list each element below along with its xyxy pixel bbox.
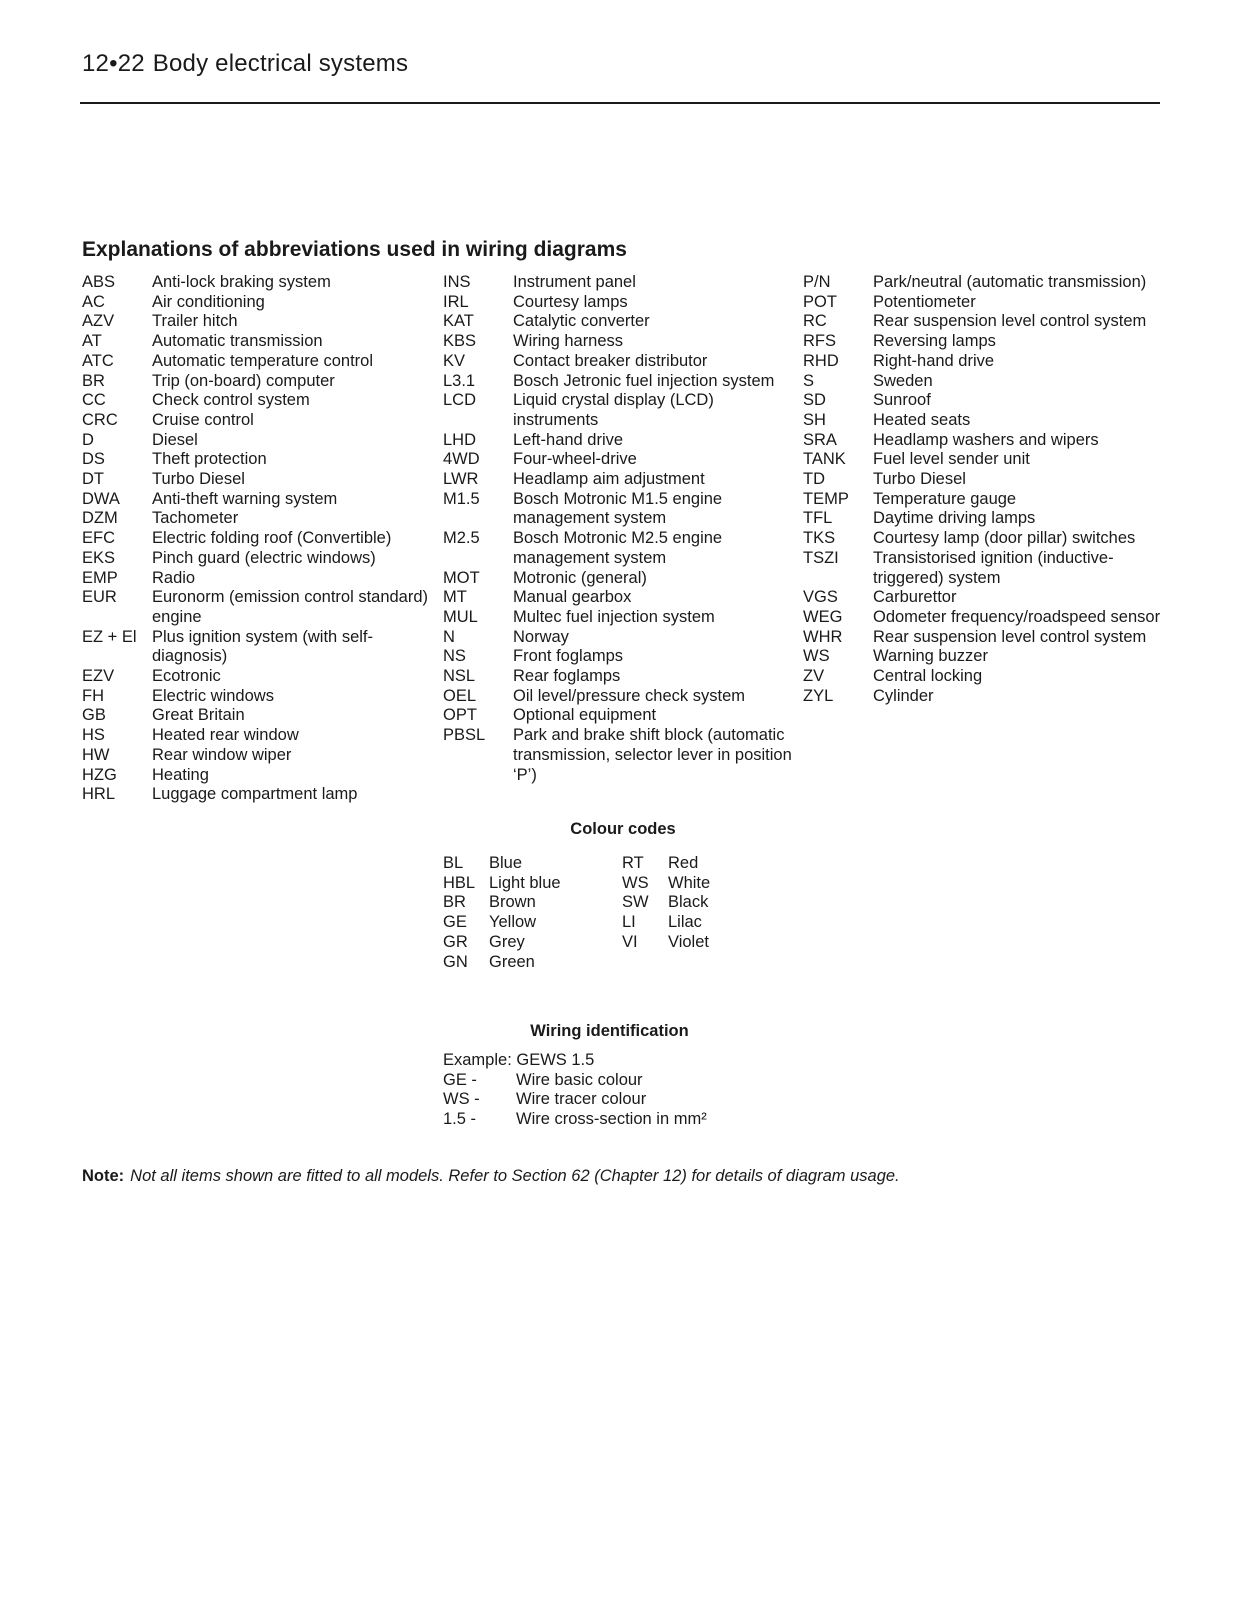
- abbr-code: WEG: [803, 607, 843, 626]
- abbr-code: N: [443, 627, 455, 646]
- colour-code: WS: [622, 873, 649, 892]
- abbr-code: KBS: [443, 332, 477, 351]
- abbr-desc: Sweden: [873, 371, 933, 390]
- abbr-entry: [803, 372, 1163, 392]
- abbr-desc: Optional equipment: [513, 706, 657, 725]
- abbr-code: LCD: [443, 391, 477, 410]
- abbr-entry: [82, 431, 437, 451]
- abbr-entry: [803, 687, 1163, 707]
- abbr-code: M2.5: [443, 529, 480, 548]
- abbr-entry: [443, 628, 793, 648]
- wiring-desc: Wire tracer colour: [516, 1090, 647, 1109]
- abbr-desc: Electric windows: [152, 686, 274, 705]
- abbr-code: TKS: [803, 529, 836, 548]
- abbr-code: ZYL: [803, 686, 834, 705]
- abbr-entry: [443, 647, 793, 667]
- note-label: Note:: [82, 1167, 125, 1185]
- abbr-entry: [82, 667, 437, 687]
- colour-code-row: [443, 953, 613, 973]
- abbr-entry: [82, 509, 437, 529]
- abbr-entry: [82, 628, 437, 667]
- abbr-desc: Electric folding roof (Convertible): [152, 529, 392, 548]
- abbr-desc: Courtesy lamp (door pillar) switches: [873, 529, 1136, 548]
- abbr-desc: Diesel: [152, 430, 198, 449]
- abbr-entry: [82, 588, 437, 627]
- abbr-entry: [443, 372, 793, 392]
- abbr-desc: Carburettor: [873, 588, 957, 607]
- abbr-code: EMP: [82, 568, 118, 587]
- colour-code: LI: [622, 913, 636, 932]
- abbr-desc: Catalytic converter: [513, 312, 650, 331]
- abbr-code: HZG: [82, 765, 117, 784]
- abbr-desc: Norway: [513, 627, 569, 646]
- abbr-entry: [82, 332, 437, 352]
- abbr-code: RC: [803, 312, 827, 331]
- wiring-code: GE -: [443, 1070, 477, 1089]
- abbr-code: RFS: [803, 332, 836, 351]
- abbr-code: SRA: [803, 430, 837, 449]
- abbr-code: DWA: [82, 489, 120, 508]
- colour-name: Yellow: [489, 913, 537, 932]
- abbr-desc: Park/neutral (automatic transmission): [873, 273, 1147, 291]
- abbr-code: EFC: [82, 529, 115, 548]
- abbr-code: EZ + El: [82, 627, 137, 646]
- abbr-desc: Check control system: [152, 391, 310, 410]
- abbr-code: WS: [803, 647, 830, 666]
- footnote: [82, 1167, 900, 1186]
- abbr-desc: Great Britain: [152, 706, 245, 725]
- abbr-code: DT: [82, 470, 104, 489]
- abbr-entry: [443, 312, 793, 332]
- abbr-entry: [443, 273, 793, 293]
- abbr-entry: [82, 706, 437, 726]
- abbr-desc: Manual gearbox: [513, 588, 632, 607]
- abbr-entry: [443, 706, 793, 726]
- abbr-code: ZV: [803, 667, 825, 686]
- abbr-desc: Pinch guard (electric windows): [152, 548, 376, 567]
- colour-code-row: [443, 933, 613, 953]
- abbr-code: VGS: [803, 588, 838, 607]
- abbr-entry: [803, 529, 1163, 549]
- abbr-desc: Automatic transmission: [152, 332, 323, 351]
- abbr-entry: [803, 490, 1163, 510]
- wiring-row: [443, 1090, 707, 1110]
- abbreviation-column-1: [82, 273, 437, 805]
- abbr-entry: [443, 726, 793, 785]
- abbr-code: WHR: [803, 627, 843, 646]
- colour-code-row: [622, 874, 792, 894]
- section-title: Explanations of abbreviations used in wiring diagrams: [82, 238, 627, 261]
- abbr-code: DS: [82, 450, 105, 469]
- abbr-desc: Turbo Diesel: [873, 470, 966, 489]
- abbr-desc: Potentiometer: [873, 292, 976, 311]
- colour-code: VI: [622, 932, 638, 951]
- abbr-code: RHD: [803, 351, 839, 370]
- abbr-desc: Plus ignition system (with self-diagnosis): [152, 627, 373, 666]
- abbr-desc: Automatic temperature control: [152, 351, 374, 370]
- abbr-entry: [82, 746, 437, 766]
- abbr-entry: [443, 332, 793, 352]
- abbr-entry: [443, 293, 793, 313]
- abbr-entry: [82, 372, 437, 392]
- abbr-entry: [82, 273, 437, 293]
- colour-name: Red: [668, 854, 699, 872]
- wiring-code: WS -: [443, 1090, 480, 1109]
- abbr-entry: [82, 312, 437, 332]
- abbr-desc: Luggage compartment lamp: [152, 785, 358, 804]
- abbr-code: NS: [443, 647, 466, 666]
- colour-code-row: [443, 913, 613, 933]
- abbr-code: AC: [82, 292, 105, 311]
- abbr-entry: [803, 312, 1163, 332]
- abbr-entry: [443, 431, 793, 451]
- abbr-code: CC: [82, 391, 106, 410]
- abbr-entry: [803, 667, 1163, 687]
- abbr-desc: Air conditioning: [152, 292, 265, 311]
- abbr-desc: Heated rear window: [152, 726, 299, 745]
- abbr-code: SD: [803, 391, 826, 410]
- abbr-entry: [443, 667, 793, 687]
- wiring-desc: Wire cross-section in mm²: [516, 1110, 707, 1129]
- abbr-desc: Rear suspension level control system: [873, 627, 1147, 646]
- abbr-entry: [803, 411, 1163, 431]
- abbr-code: LHD: [443, 430, 477, 449]
- colour-code: HBL: [443, 873, 476, 892]
- abbr-code: HS: [82, 726, 105, 745]
- colour-name: Black: [668, 893, 709, 912]
- abbr-entry: [443, 391, 793, 430]
- abbr-entry: [82, 450, 437, 470]
- abbr-desc: Park and brake shift block (automatic transmission, selector lever in position ‘P’): [513, 726, 792, 784]
- abbr-entry: [803, 293, 1163, 313]
- abbr-entry: [803, 470, 1163, 490]
- abbr-entry: [443, 490, 793, 529]
- abbr-entry: [443, 470, 793, 490]
- abbr-code: PBSL: [443, 726, 486, 745]
- abbr-entry: [803, 608, 1163, 628]
- abbr-code: TANK: [803, 450, 846, 469]
- abbr-code: ABS: [82, 273, 116, 291]
- colour-code-row: [443, 854, 613, 874]
- abbr-entry: [803, 450, 1163, 470]
- colour-name: Brown: [489, 893, 536, 912]
- colour-codes-right: [622, 854, 792, 953]
- abbr-desc: Temperature gauge: [873, 489, 1017, 508]
- colour-code: BR: [443, 893, 466, 912]
- colour-code: BL: [443, 854, 464, 872]
- abbr-entry: [803, 391, 1163, 411]
- abbreviation-column-2: [443, 273, 793, 785]
- abbr-desc: Right-hand drive: [873, 351, 995, 370]
- abbr-code: HRL: [82, 785, 116, 804]
- abbr-code: MOT: [443, 568, 480, 587]
- abbr-desc: Oil level/pressure check system: [513, 686, 745, 705]
- abbr-entry: [803, 628, 1163, 648]
- abbr-desc: Front foglamps: [513, 647, 624, 666]
- abbr-code: TSZI: [803, 548, 839, 567]
- abbr-desc: Motronic (general): [513, 568, 647, 587]
- colour-code-row: [622, 933, 792, 953]
- colour-code: GN: [443, 952, 468, 971]
- abbr-code: S: [803, 371, 815, 390]
- abbr-entry: [82, 549, 437, 569]
- abbr-desc: Daytime driving lamps: [873, 509, 1036, 528]
- wiring-row: [443, 1110, 707, 1130]
- abbr-entry: [82, 293, 437, 313]
- abbr-code: ATC: [82, 351, 114, 370]
- abbr-desc: Trip (on-board) computer: [152, 371, 335, 390]
- abbr-desc: Odometer frequency/roadspeed sensor: [873, 607, 1161, 626]
- colour-code-row: [622, 913, 792, 933]
- abbr-code: POT: [803, 292, 837, 311]
- abbr-entry: [82, 470, 437, 490]
- colour-name: Blue: [489, 854, 523, 872]
- abbr-desc: Transistorised ignition (inductive-triggered) system: [873, 548, 1114, 587]
- colour-name: Lilac: [668, 913, 702, 932]
- abbr-entry: [82, 411, 437, 431]
- abbr-desc: Trailer hitch: [152, 312, 238, 331]
- abbr-code: DZM: [82, 509, 118, 528]
- abbr-code: EKS: [82, 548, 116, 567]
- abbr-code: MUL: [443, 607, 478, 626]
- abbr-desc: Instrument panel: [513, 273, 636, 291]
- abbr-code: NSL: [443, 667, 476, 686]
- abbr-code: TD: [803, 470, 825, 489]
- abbr-desc: Multec fuel injection system: [513, 607, 715, 626]
- abbr-entry: [803, 273, 1163, 293]
- abbr-desc: Heated seats: [873, 410, 971, 429]
- abbr-entry: [82, 766, 437, 786]
- page-title: Body electrical systems: [152, 50, 409, 77]
- wiring-row: [443, 1071, 707, 1091]
- abbr-code: M1.5: [443, 489, 480, 508]
- abbr-desc: Central locking: [873, 667, 983, 686]
- abbr-code: TEMP: [803, 489, 849, 508]
- abbr-desc: Bosch Motronic M2.5 engine management system: [513, 529, 723, 567]
- abbr-code: HW: [82, 745, 110, 764]
- abbr-desc: Theft protection: [152, 450, 267, 469]
- colour-codes-title: Colour codes: [570, 820, 676, 838]
- page-number: 12•22: [82, 50, 145, 77]
- abbr-entry: [82, 726, 437, 746]
- abbr-code: KAT: [443, 312, 474, 331]
- abbr-desc: Left-hand drive: [513, 430, 624, 449]
- abbr-desc: Wiring harness: [513, 332, 624, 351]
- abbr-code: L3.1: [443, 371, 476, 390]
- note-text: Not all items shown are fitted to all models. Refer to Section 62 (Chapter 12) for details of diagram usage.: [130, 1167, 900, 1185]
- abbr-desc: Four-wheel-drive: [513, 450, 637, 469]
- abbr-desc: Reversing lamps: [873, 332, 996, 351]
- colour-name: White: [668, 873, 711, 892]
- abbr-entry: [803, 588, 1163, 608]
- abbr-code: AZV: [82, 312, 115, 331]
- abbr-desc: Sunroof: [873, 391, 931, 410]
- abbr-entry: [443, 529, 793, 568]
- abbr-code: AT: [82, 332, 102, 351]
- abbr-entry: [443, 608, 793, 628]
- colour-code: GE: [443, 913, 467, 932]
- abbr-code: D: [82, 430, 94, 449]
- abbr-code: OEL: [443, 686, 477, 705]
- abbr-entry: [443, 450, 793, 470]
- colour-code: SW: [622, 893, 649, 912]
- abbr-code: INS: [443, 273, 471, 291]
- abbr-entry: [82, 569, 437, 589]
- abbr-desc: Rear suspension level control system: [873, 312, 1147, 331]
- colour-code: RT: [622, 854, 644, 872]
- abbr-code: SH: [803, 410, 826, 429]
- abbr-code: 4WD: [443, 450, 480, 469]
- abbr-entry: [803, 509, 1163, 529]
- abbr-desc: Ecotronic: [152, 667, 221, 686]
- abbr-entry: [443, 352, 793, 372]
- abbreviation-column-3: [803, 273, 1163, 706]
- colour-code-row: [622, 854, 792, 874]
- abbr-desc: Liquid crystal display (LCD) instruments: [513, 391, 714, 429]
- abbr-desc: Bosch Motronic M1.5 engine management system: [513, 489, 723, 528]
- abbr-desc: Contact breaker distributor: [513, 351, 708, 370]
- abbr-entry: [443, 687, 793, 707]
- abbr-desc: Radio: [152, 568, 196, 587]
- page-header: [82, 50, 408, 78]
- abbr-entry: [82, 687, 437, 707]
- abbr-desc: Euronorm (emission control standard) engine: [152, 588, 429, 626]
- abbr-code: EUR: [82, 588, 117, 607]
- abbr-entry: [443, 588, 793, 608]
- abbr-desc: Bosch Jetronic fuel injection system: [513, 371, 775, 390]
- abbr-code: KV: [443, 351, 466, 370]
- abbr-entry: [803, 431, 1163, 451]
- abbr-desc: Headlamp aim adjustment: [513, 470, 705, 489]
- colour-code-row: [622, 893, 792, 913]
- colour-name: Grey: [489, 932, 525, 951]
- abbr-code: CRC: [82, 410, 118, 429]
- wiring-desc: Wire basic colour: [516, 1070, 643, 1089]
- colour-name: Violet: [668, 932, 709, 951]
- abbr-entry: [803, 332, 1163, 352]
- abbr-entry: [82, 785, 437, 805]
- colour-code: GR: [443, 932, 468, 951]
- abbr-desc: Headlamp washers and wipers: [873, 430, 1099, 449]
- colour-code-row: [443, 874, 613, 894]
- abbr-entry: [803, 352, 1163, 372]
- abbr-code: EZV: [82, 667, 115, 686]
- colour-name: Green: [489, 952, 535, 971]
- wiring-identification-block: [443, 1051, 707, 1130]
- colour-codes-left: [443, 854, 613, 972]
- abbr-code: LWR: [443, 470, 479, 489]
- abbr-desc: Anti-theft warning system: [152, 489, 338, 508]
- wiring-code: 1.5 -: [443, 1110, 477, 1129]
- abbr-code: OPT: [443, 706, 477, 725]
- wiring-example: Example: GEWS 1.5: [443, 1051, 595, 1069]
- abbr-entry: [803, 549, 1163, 588]
- abbr-entry: [82, 490, 437, 510]
- abbr-desc: Fuel level sender unit: [873, 450, 1030, 469]
- abbr-code: P/N: [803, 273, 831, 291]
- abbr-code: FH: [82, 686, 104, 705]
- abbr-desc: Rear foglamps: [513, 667, 621, 686]
- abbr-desc: Cylinder: [873, 686, 934, 705]
- abbr-entry: [803, 647, 1163, 667]
- abbr-entry: [82, 529, 437, 549]
- abbr-entry: [443, 569, 793, 589]
- abbr-desc: Rear window wiper: [152, 745, 292, 764]
- abbr-desc: Tachometer: [152, 509, 239, 528]
- abbr-code: GB: [82, 706, 106, 725]
- abbr-desc: Turbo Diesel: [152, 470, 245, 489]
- abbr-desc: Anti-lock braking system: [152, 273, 331, 291]
- abbr-desc: Cruise control: [152, 410, 254, 429]
- abbr-entry: [82, 352, 437, 372]
- wiring-identification-title: Wiring identification: [530, 1022, 689, 1040]
- abbr-code: IRL: [443, 292, 469, 311]
- abbr-entry: [82, 391, 437, 411]
- abbr-code: MT: [443, 588, 467, 607]
- colour-name: Light blue: [489, 873, 561, 892]
- abbr-code: TFL: [803, 509, 833, 528]
- abbr-desc: Heating: [152, 765, 209, 784]
- colour-code-row: [443, 893, 613, 913]
- abbr-desc: Warning buzzer: [873, 647, 988, 666]
- header-rule: [80, 102, 1160, 104]
- abbr-desc: Courtesy lamps: [513, 292, 628, 311]
- abbr-code: BR: [82, 371, 105, 390]
